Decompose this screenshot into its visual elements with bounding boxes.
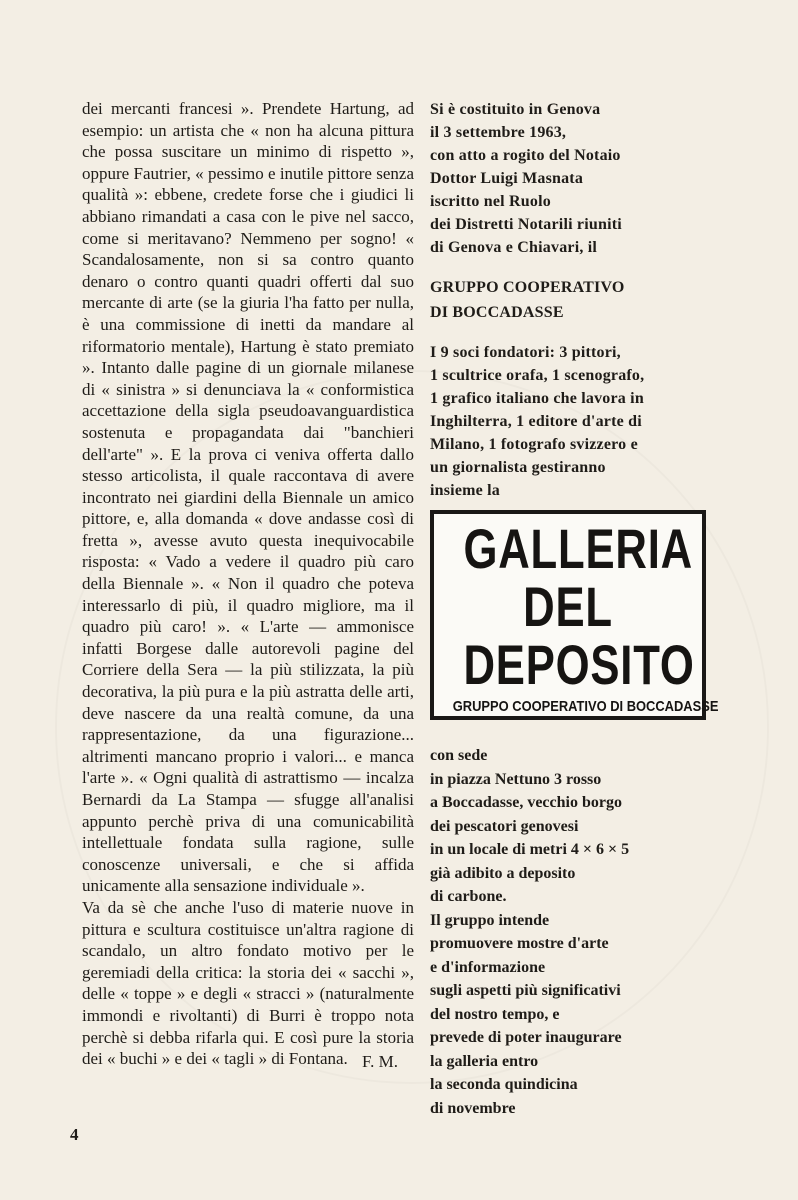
logo-line-del: DEL bbox=[523, 575, 613, 638]
details-line: prevede di poter inaugurare bbox=[430, 1029, 622, 1046]
gallery-details bbox=[430, 744, 760, 1120]
members-line: Inghilterra, 1 editore d'arte di bbox=[430, 413, 642, 430]
members-line: un giornalista gestiranno bbox=[430, 459, 606, 476]
details-line: la seconda quindicina bbox=[430, 1076, 578, 1093]
intro-line: Dottor Luigi Masnata bbox=[430, 170, 584, 187]
article-paragraph-1: dei mercanti francesi ». Prendete Hartung, ad esempio: un artista che « non ha alcuna pittura che possa suscitare un minimo di rispetto », oppure Fautrier, « pessimo e inutile pittore senza qualità »: ebbene, credete forse che i giudici li abbiano rimandati a casa con le pive nel sacco, come si meritavano? Nemmeno per sogno! « Scandalosamente, non si sa contro quanto denaro o contro quanti quadri offerti dal suo mercante di arte (se la giuria l'ha fatto per nulla, è una commissione di inetti da mandare al riformatorio mentale), Hartung è stato premiato ». Intanto dalle pagine di un giornale milanese di « sinistra » si denunciava la « conformistica accettazione della sigla pseudoavanguardistica sostenuta e propagandata dai "banchieri dell'arte" ». E la prova ci veniva offerta dallo stesso articolista, il quale raccontava di avere incontrato nei giardini della Biennale un amico pittore, e, alla domanda « dove andasse così di fretta », avesse avuto questa inequivocabile risposta: « Vado a vedere il quadro più caro della Biennale ». « Non il quadro che poteva interessarlo di più, il quadro migliore, ma il quadro più caro! ». « L'arte — ammonisce infatti Borgese dalle autorevoli pagine del Corriere della Sera — la più stilizzata, la più decorativa, la più pura e la più astratta delle arti, deve nascere da una realtà comune, da una rappresentazione, da una figurazione... altrimenti mancano proprio i valori... e manca l'arte ». « Ogni qualità di astrattismo — incalza Bernardi da La Stampa — sfugge all'analisi appunto perchè priva di una comunicabilità intellettuale fondata sulla ragione, sulle conoscenze universali, e che si affida unicamente alla sensazione individuale ». bbox=[82, 99, 414, 896]
logo-line-galleria: GALLERIA bbox=[463, 517, 693, 580]
group-title bbox=[430, 275, 750, 325]
members-line: insieme la bbox=[430, 482, 500, 499]
details-line: già adibito a deposito bbox=[430, 864, 576, 882]
intro-line: iscritto nel Ruolo bbox=[430, 193, 551, 210]
logo-line-deposito: DEPOSITO bbox=[463, 633, 695, 696]
intro-line: il 3 settembre 1963, bbox=[430, 124, 567, 141]
details-line: Il gruppo intende bbox=[430, 911, 550, 929]
details-line: di carbone. bbox=[430, 888, 507, 905]
details-line: e d'informazione bbox=[430, 958, 546, 976]
details-line: con sede bbox=[430, 747, 488, 764]
group-title-line: DI BOCCADASSE bbox=[430, 304, 564, 321]
details-line: dei pescatori genovesi bbox=[430, 817, 579, 835]
details-line: promuovere mostre d'arte bbox=[430, 935, 609, 952]
article-paragraph-2: Va da sè che anche l'uso di materie nuove in pittura e scultura costituisce un'altra ragione di scandalo, un altro fondato motivo per le geremiadi della critica: la storia dei « sacchi », delle « toppe » e degli « stracci » (naturalmente immondi e rivoltanti) di Burri è troppo nota perchè si debba rifarla qui. E così pure la storia dei « buchi » e dei « tagli » di Fontana. bbox=[82, 897, 414, 1069]
page-number: 4 bbox=[70, 1125, 79, 1144]
details-line: del nostro tempo, e bbox=[430, 1005, 560, 1023]
galleria-del-deposito-logo bbox=[430, 510, 719, 720]
members-line: 1 scultrice orafa, 1 scenografo, bbox=[430, 367, 645, 384]
author-signature: F. M. bbox=[362, 1052, 398, 1071]
intro-line: dei Distretti Notarili riuniti bbox=[430, 216, 622, 233]
details-line: a Boccadasse, vecchio borgo bbox=[430, 794, 622, 811]
announcement-column bbox=[430, 98, 750, 502]
members-line: I 9 soci fondatori: 3 pittori, bbox=[430, 344, 621, 361]
members-line: 1 grafico italiano che lavora in bbox=[430, 390, 644, 407]
logo-subtitle: GRUPPO COOPERATIVO DI BOCCADASSE bbox=[452, 698, 719, 715]
intro-line: con atto a rogito del Notaio bbox=[430, 147, 621, 164]
details-line: in piazza Nettuno 3 rosso bbox=[430, 770, 602, 788]
intro-line: Si è costituito in Genova bbox=[430, 101, 601, 118]
founding-members bbox=[430, 341, 750, 502]
announcement-intro bbox=[430, 98, 750, 259]
intro-line: di Genova e Chiavari, il bbox=[430, 239, 598, 256]
details-line: di novembre bbox=[430, 1099, 516, 1117]
members-line: Milano, 1 fotografo svizzero e bbox=[430, 436, 638, 453]
details-line: sugli aspetti più significativi bbox=[430, 982, 621, 999]
details-line: in un locale di metri 4 × 6 × 5 bbox=[430, 841, 630, 858]
article-column bbox=[82, 98, 414, 1070]
group-title-line: GRUPPO COOPERATIVO bbox=[430, 279, 625, 296]
details-line: la galleria entro bbox=[430, 1052, 539, 1070]
